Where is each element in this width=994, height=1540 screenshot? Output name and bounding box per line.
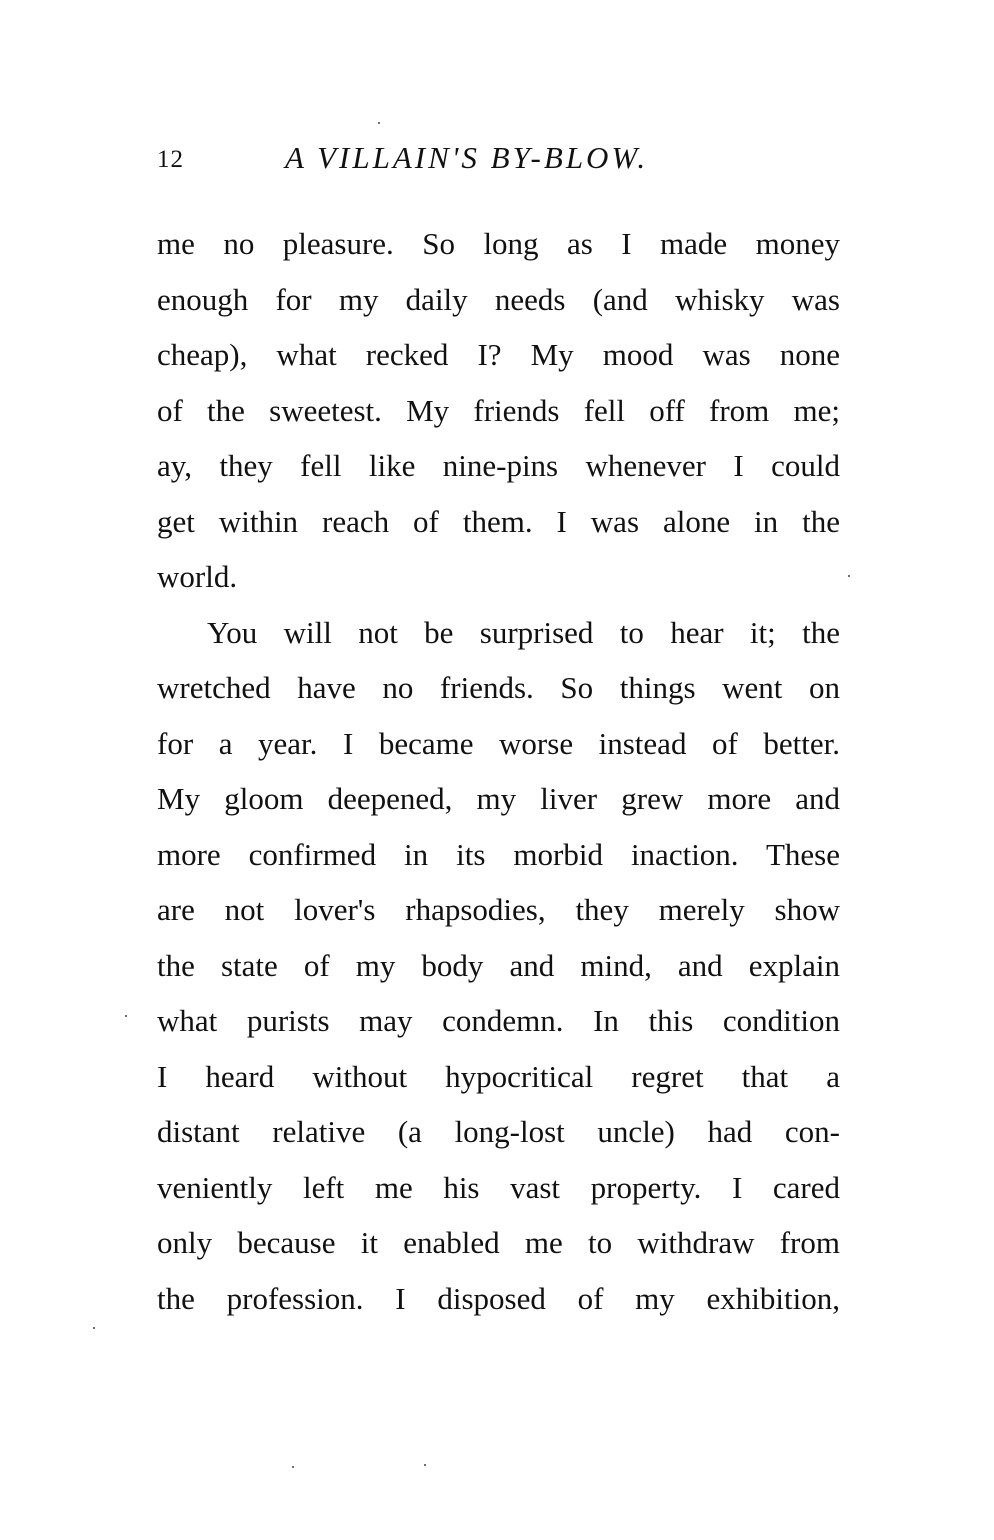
text-line: what purists may condemn. In this condition xyxy=(157,1003,840,1038)
text-line: get within reach of them. I was alone in the xyxy=(157,503,840,539)
scan-speck xyxy=(378,122,380,124)
text-line: me no pleasure. So long as I made money xyxy=(157,226,840,261)
text-line: the state of my body and mind, and explain xyxy=(157,947,840,983)
text-line: I heard without hypocritical regret that a xyxy=(157,1058,840,1094)
scan-speck xyxy=(292,1466,294,1468)
text-line: veniently left me his vast property. I cared xyxy=(157,1169,840,1205)
text-line: cheap), what recked I? My mood was none xyxy=(157,337,840,372)
text-line: of the sweetest. My friends fell off from me; xyxy=(157,392,840,428)
text-line: My gloom deepened, my liver grew more and xyxy=(157,781,840,816)
body-text xyxy=(157,216,840,1326)
page-number: 12 xyxy=(157,146,184,173)
text-line: for a year. I became worse instead of better. xyxy=(157,725,840,761)
text-line: enough for my daily needs (and whisky was xyxy=(157,281,840,317)
text-line: wretched have no friends. So things went on xyxy=(157,670,840,705)
scan-speck xyxy=(848,575,850,577)
text-line: more confirmed in its morbid inaction. These xyxy=(157,836,840,872)
scan-speck xyxy=(93,1327,95,1329)
text-line: You will not be surprised to hear it; the xyxy=(207,614,840,650)
text-line: distant relative (a long-lost uncle) had con- xyxy=(157,1114,840,1149)
running-title: A VILLAIN'S BY-BLOW. xyxy=(285,140,649,175)
text-line: world. xyxy=(157,559,238,594)
text-line: the profession. I disposed of my exhibition, xyxy=(157,1280,840,1316)
text-line: ay, they fell like nine-pins whenever I could xyxy=(157,448,840,483)
scan-speck xyxy=(424,1464,426,1466)
text-line: only because it enabled me to withdraw from xyxy=(157,1225,840,1260)
scan-speck xyxy=(125,1015,127,1017)
text-line: are not lover's rhapsodies, they merely show xyxy=(157,892,840,927)
running-head xyxy=(157,140,840,184)
